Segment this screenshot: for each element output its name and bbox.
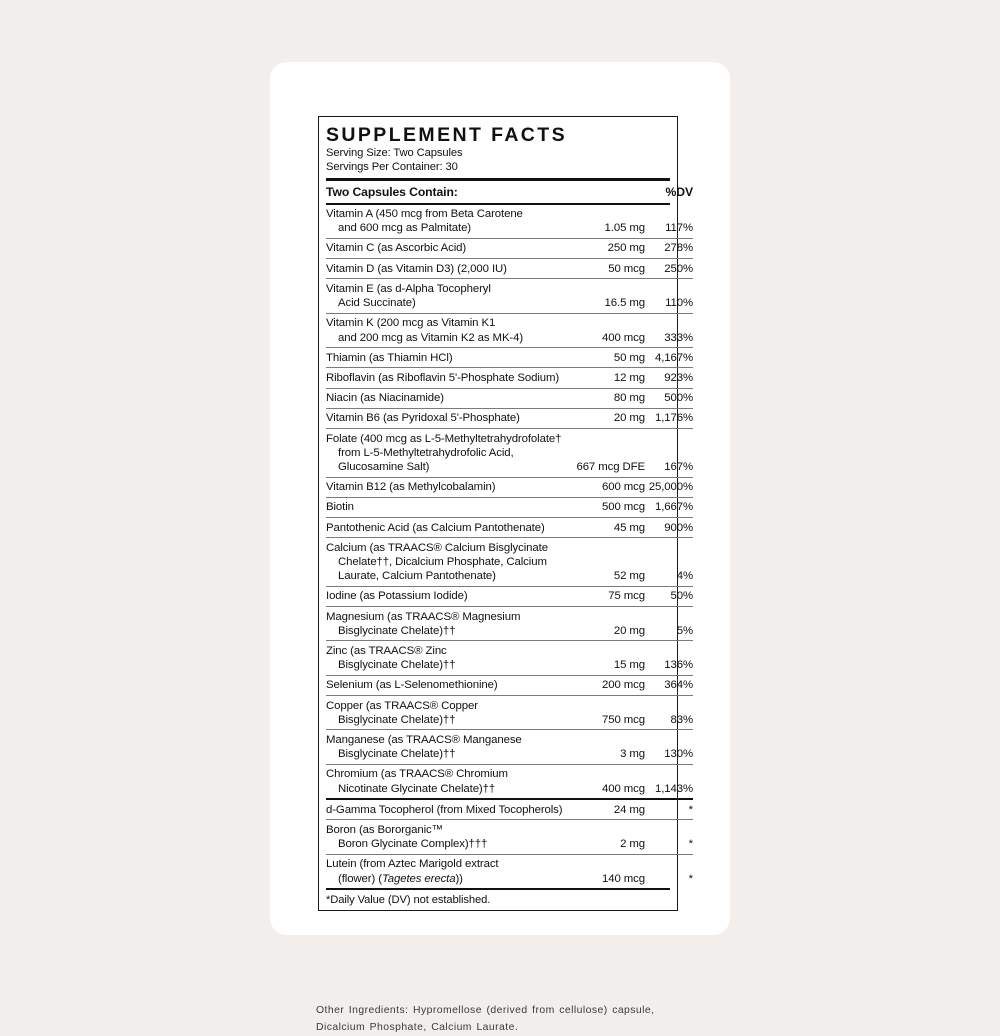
nutrient-name-line-prefix: (flower) ( (338, 872, 382, 885)
nutrient-daily-value: * (688, 872, 693, 885)
table-row (319, 607, 700, 640)
nutrient-name-line: Pantothenic Acid (as Calcium Pantothenate) (326, 521, 545, 534)
nutrient-name-line: Chelate††, Dicalcium Phosphate, Calcium (338, 555, 547, 568)
nutrient-name (319, 518, 573, 537)
nutrient-name-line: Manganese (as TRAACS® Manganese (326, 733, 522, 746)
nutrient-daily-value: * (688, 838, 693, 851)
table-row (319, 518, 700, 537)
nutrient-name (319, 259, 573, 278)
nutrient-name (319, 205, 573, 238)
nutrient-amount: 16.5 mg (604, 297, 645, 310)
serving-size: Serving Size: Two Capsules (326, 147, 463, 160)
nutrient-name-line: Laurate, Calcium Pantothenate) (338, 570, 496, 583)
nutrient-name (319, 587, 573, 606)
nutrient-daily-value: 50% (670, 590, 693, 603)
nutrient-daily-value: 25,000% (648, 481, 693, 494)
nutrient-amount: 600 mcg (602, 481, 645, 494)
table-row (319, 239, 700, 258)
table-row (319, 800, 700, 819)
nutrient-name-line: Boron (as Bororganic™ (326, 823, 443, 836)
nutrient-name-line: Calcium (as TRAACS® Calcium Bisglycinate (326, 541, 548, 554)
nutrient-amount: 400 mcg (602, 331, 645, 344)
nutrient-daily-value: 4,167% (654, 351, 693, 364)
nutrient-name (319, 239, 573, 258)
nutrient-daily-value: 130% (664, 748, 693, 761)
nutrient-name-line: and 200 mcg as Vitamin K2 as MK-4) (338, 331, 524, 344)
nutrient-name-line: d-Gamma Tocopherol (from Mixed Tocopherols) (326, 803, 563, 816)
nutrient-amount: 20 mg (613, 412, 645, 425)
nutrient-name-line: Lutein (from Aztec Marigold extract (326, 858, 499, 871)
nutrient-name (319, 696, 573, 729)
panel-title: SUPPLEMENT FACTS (326, 124, 567, 146)
column-header-amount (573, 181, 645, 203)
nutrient-daily-value: 364% (664, 679, 693, 692)
nutrient-amount: 50 mcg (608, 262, 645, 275)
nutrient-name (319, 429, 573, 477)
nutrient-daily-value: * (688, 803, 693, 816)
nutrient-name (319, 389, 573, 408)
nutrient-daily-value: 167% (664, 460, 693, 473)
nutrient-amount: 667 mcg DFE (576, 460, 645, 473)
nutrient-amount: 12 mg (613, 371, 645, 384)
nutrient-name-line: Vitamin E (as d-Alpha Tocopheryl (326, 282, 491, 295)
nutrient-name-line: Thiamin (as Thiamin HCl) (326, 351, 453, 364)
table-row (319, 730, 700, 763)
table-row (319, 587, 700, 606)
nutrient-amount: 400 mcg (602, 782, 645, 795)
nutrient-name-line: Vitamin D (as Vitamin D3) (2,000 IU) (326, 262, 507, 275)
supplement-facts-table (319, 181, 700, 203)
nutrient-amount: 75 mcg (608, 590, 645, 603)
facts-table-body (319, 181, 700, 203)
nutrient-amount: 2 mg (620, 838, 645, 851)
table-row (319, 259, 700, 278)
nutrient-daily-value: 117% (665, 222, 693, 235)
nutrient-name-line: Folate (400 mcg as L-5-Methyltetrahydrofolate† (326, 432, 562, 445)
nutrient-name-line: Vitamin K (200 mcg as Vitamin K1 (326, 317, 496, 330)
nutrient-name (319, 730, 573, 763)
daily-value-footnote: *Daily Value (DV) not established. (326, 894, 491, 907)
nutrient-name-line: Zinc (as TRAACS® Zinc (326, 644, 447, 657)
nutrient-name-line: Vitamin C (as Ascorbic Acid) (326, 242, 467, 255)
nutrient-name-line: Vitamin B6 (as Pyridoxal 5'-Phosphate) (326, 412, 520, 425)
nutrient-name (319, 478, 573, 497)
table-row (319, 538, 700, 586)
nutrient-name (319, 498, 573, 517)
nutrient-daily-value: 1,667% (654, 501, 693, 514)
nutrient-amount: 750 mcg (602, 713, 645, 726)
supplement-facts-rows-table (319, 205, 700, 889)
table-row (319, 409, 700, 428)
nutrient-name (319, 279, 573, 312)
nutrient-name-line: from L-5-Methyltetrahydrofolic Acid, (338, 446, 514, 459)
nutrient-name-line: Bisglycinate Chelate)†† (338, 748, 456, 761)
nutrient-amount: 250 mg (607, 242, 645, 255)
nutrient-amount: 50 mg (613, 351, 645, 364)
nutrient-name-line: Biotin (326, 501, 354, 514)
nutrient-name-line: Boron Glycinate Complex)††† (338, 838, 488, 851)
nutrient-daily-value: 4% (676, 570, 693, 583)
table-row (319, 676, 700, 695)
table-row (319, 279, 700, 312)
table-row (319, 696, 700, 729)
table-row (319, 641, 700, 674)
serving-info (326, 147, 670, 177)
nutrient-name (319, 368, 573, 387)
nutrient-amount: 1.05 mg (604, 222, 645, 235)
nutrient-name-line: Niacin (as Niacinamide) (326, 392, 444, 405)
table-row (319, 478, 700, 497)
nutrient-rows-body (319, 205, 700, 889)
nutrient-name-line: Glucosamine Salt) (338, 460, 430, 473)
nutrient-name-line: Nicotinate Glycinate Chelate)†† (338, 782, 496, 795)
nutrient-name-line: Iodine (as Potassium Iodide) (326, 590, 468, 603)
nutrient-name (319, 409, 573, 428)
nutrient-name-line: Vitamin B12 (as Methylcobalamin) (326, 481, 496, 494)
table-row (319, 820, 700, 853)
nutrient-name-line: Copper (as TRAACS® Copper (326, 699, 478, 712)
nutrient-amount: 24 mg (613, 803, 645, 816)
nutrient-name-line-suffix: )) (455, 872, 463, 885)
nutrient-name (319, 314, 573, 347)
nutrient-name-line: and 600 mcg as Palmitate) (338, 222, 471, 235)
nutrient-name-line: Chromium (as TRAACS® Chromium (326, 768, 508, 781)
nutrient-daily-value: 5% (676, 624, 693, 637)
nutrient-name-line: Selenium (as L-Selenomethionine) (326, 679, 498, 692)
nutrient-botanical-name: Tagetes erecta (381, 872, 456, 885)
nutrient-name (319, 538, 573, 586)
nutrient-name-line: Vitamin A (450 mcg from Beta Carotene (326, 208, 523, 221)
nutrient-daily-value: 923% (664, 371, 693, 384)
table-row (319, 765, 700, 798)
nutrient-amount: 200 mcg (602, 679, 645, 692)
product-label-card (270, 62, 730, 1033)
nutrient-name-line: Magnesium (as TRAACS® Magnesium (326, 610, 521, 623)
nutrient-amount: 3 mg (620, 748, 645, 761)
nutrient-amount: 52 mg (613, 570, 645, 583)
nutrient-name-line: Acid Succinate) (338, 297, 416, 310)
nutrient-name (319, 800, 573, 819)
nutrient-amount: 20 mg (613, 624, 645, 637)
nutrient-amount: 140 mcg (602, 872, 645, 885)
nutrient-amount: 45 mg (613, 521, 645, 534)
nutrient-name-line: Bisglycinate Chelate)†† (338, 659, 456, 672)
nutrient-daily-value: 1,176% (654, 412, 693, 425)
table-row (319, 498, 700, 517)
table-row (319, 368, 700, 387)
nutrient-daily-value: 250% (664, 262, 693, 275)
table-row (319, 314, 700, 347)
nutrient-daily-value: 278% (664, 242, 693, 255)
nutrient-name (319, 765, 573, 798)
nutrient-amount: 15 mg (613, 659, 645, 672)
table-row (319, 205, 700, 238)
supplement-facts-panel (318, 116, 693, 911)
other-ingredients-text: Other Ingredients: Hypromellose (derived from cellulose) capsule, Dicalcium Phosphate, Calcium Laurate. (316, 1005, 655, 1033)
nutrient-daily-value: 1,143% (654, 782, 693, 795)
table-row (319, 348, 700, 367)
table-column-header-row (319, 181, 700, 203)
nutrient-name (319, 820, 573, 853)
nutrient-name (319, 641, 573, 674)
nutrient-name-line (326, 872, 573, 886)
column-header-name: Two Capsules Contain: (326, 184, 458, 199)
nutrient-daily-value: 110% (665, 297, 693, 310)
nutrient-name-line: Bisglycinate Chelate)†† (338, 713, 456, 726)
nutrient-name-line: Bisglycinate Chelate)†† (338, 624, 456, 637)
table-row (319, 429, 700, 477)
nutrient-name-line: Riboflavin (as Riboflavin 5'-Phosphate Sodium) (326, 371, 560, 384)
nutrient-daily-value: 136% (664, 659, 693, 672)
nutrient-daily-value: 500% (664, 392, 693, 405)
column-header-dv: %DV (665, 184, 693, 199)
panel-header (319, 117, 677, 178)
nutrient-name (319, 855, 573, 888)
nutrient-amount: 80 mg (613, 392, 645, 405)
table-row (319, 389, 700, 408)
nutrient-name (319, 348, 573, 367)
nutrient-daily-value: 333% (664, 331, 693, 344)
nutrient-name (319, 607, 573, 640)
nutrient-amount: 500 mcg (602, 501, 645, 514)
nutrient-daily-value: 83% (670, 713, 693, 726)
nutrient-daily-value: 900% (664, 521, 693, 534)
nutrient-name (319, 676, 573, 695)
servings-per-container: Servings Per Container: 30 (326, 160, 458, 173)
table-row (319, 855, 700, 888)
